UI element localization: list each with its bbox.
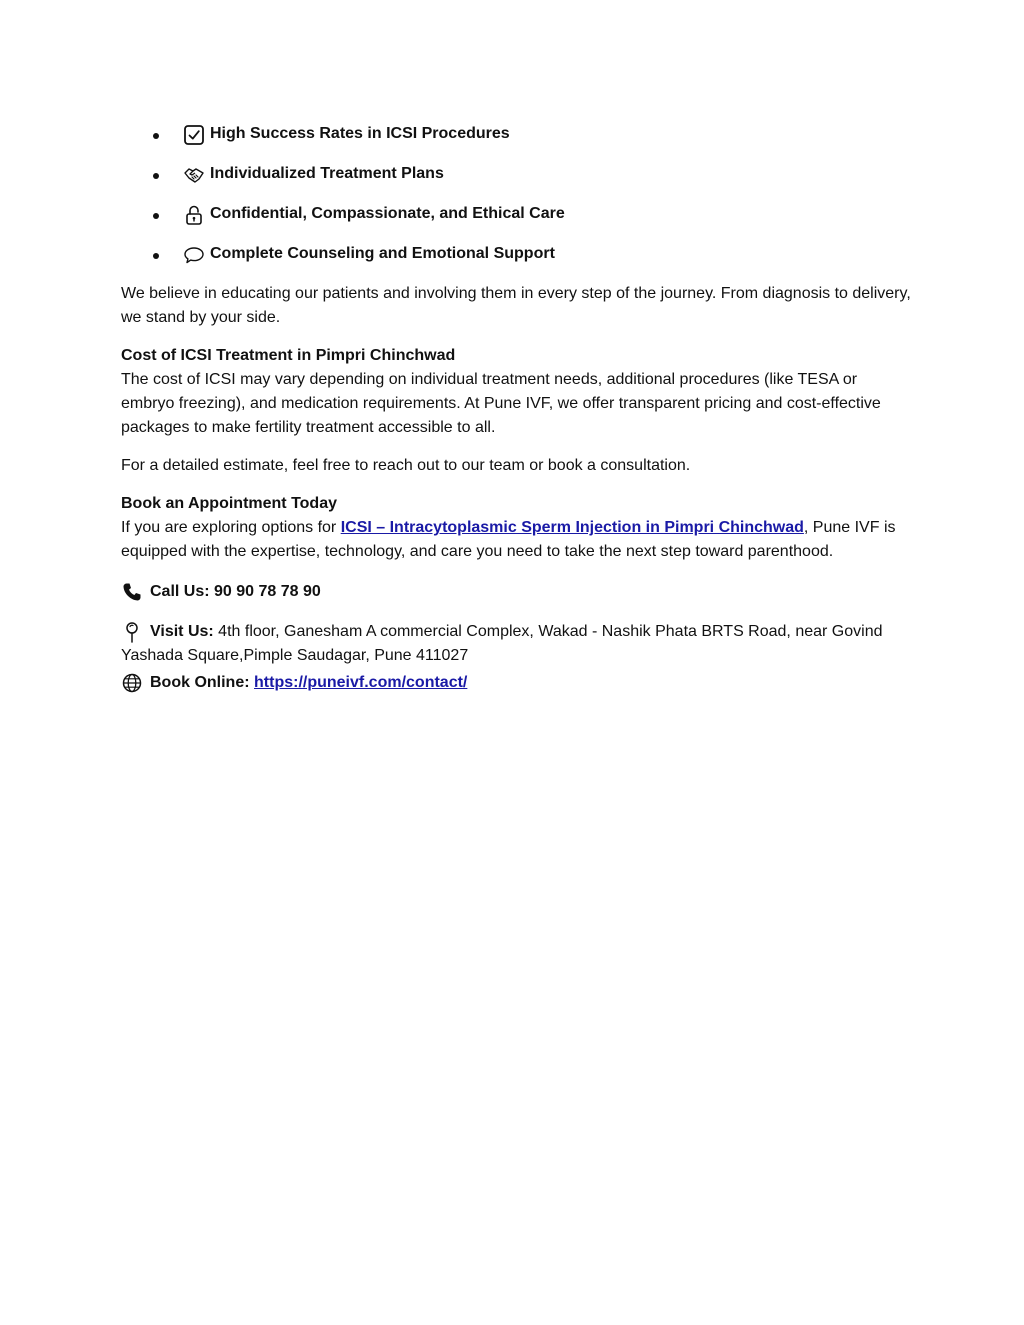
visit-us-label: Visit Us: (150, 623, 214, 640)
globe-icon (121, 672, 143, 694)
bullet (153, 253, 159, 259)
appointment-heading: Book an Appointment Today (121, 495, 337, 512)
visit-row (121, 620, 911, 668)
bullet (153, 173, 159, 179)
feature-label: Confidential, Compassionate, and Ethical Care (210, 205, 565, 222)
contact-url-link[interactable]: https://puneivf.com/contact/ (254, 674, 468, 691)
feature-list (121, 118, 911, 278)
list-item (121, 118, 911, 158)
feature-label: Complete Counseling and Emotional Support (210, 245, 555, 262)
intro-paragraph: We believe in educating our patients and involving them in every step of the journey. From diagnosis to delivery, we stand by your side. (121, 285, 911, 326)
feature-label: High Success Rates in ICSI Procedures (210, 125, 510, 142)
location-pin-icon (121, 621, 143, 643)
phone-icon (121, 581, 143, 603)
estimate-paragraph: For a detailed estimate, feel free to reach out to our team or book a consultation. (121, 457, 691, 474)
call-row (121, 580, 911, 604)
bullet (153, 133, 159, 139)
cost-paragraph: The cost of ICSI may vary depending on individual treatment needs, additional procedures (like TESA or embryo freezing), and medication requirements. At Pune IVF, we offer transparent pricing and cost-effective packages to make fertility treatment accessible to all. (121, 371, 881, 436)
checkbox-icon (183, 124, 205, 146)
book-online-label: Book Online: (150, 674, 250, 691)
cost-heading: Cost of ICSI Treatment in Pimpri Chinchwad (121, 347, 456, 364)
online-row (121, 671, 911, 695)
list-item (121, 238, 911, 278)
icsi-service-link[interactable]: ICSI – Intracytoplasmic Sperm Injection in Pimpri Chinchwad (340, 519, 804, 536)
document-content (121, 118, 911, 695)
appointment-text-after: , Pune IVF is equipped with the expertise, technology, and care you need to take the next step toward parenthood. (121, 519, 896, 560)
list-item (121, 198, 911, 238)
call-us-label: Call Us: 90 90 78 78 90 (150, 583, 321, 600)
handshake-icon (183, 164, 205, 186)
bullet (153, 213, 159, 219)
visit-address: 4th floor, Ganesham A commercial Complex, Wakad - Nashik Phata BRTS Road, near Govind Yashada Square,Pimple Saudagar, Pune 411027 (121, 623, 883, 664)
feature-label: Individualized Treatment Plans (210, 165, 444, 182)
lock-icon (183, 204, 205, 226)
appointment-text-before: If you are exploring options for (121, 519, 341, 536)
speech-bubble-icon (183, 244, 205, 266)
appointment-paragraph (121, 516, 911, 564)
list-item (121, 158, 911, 198)
